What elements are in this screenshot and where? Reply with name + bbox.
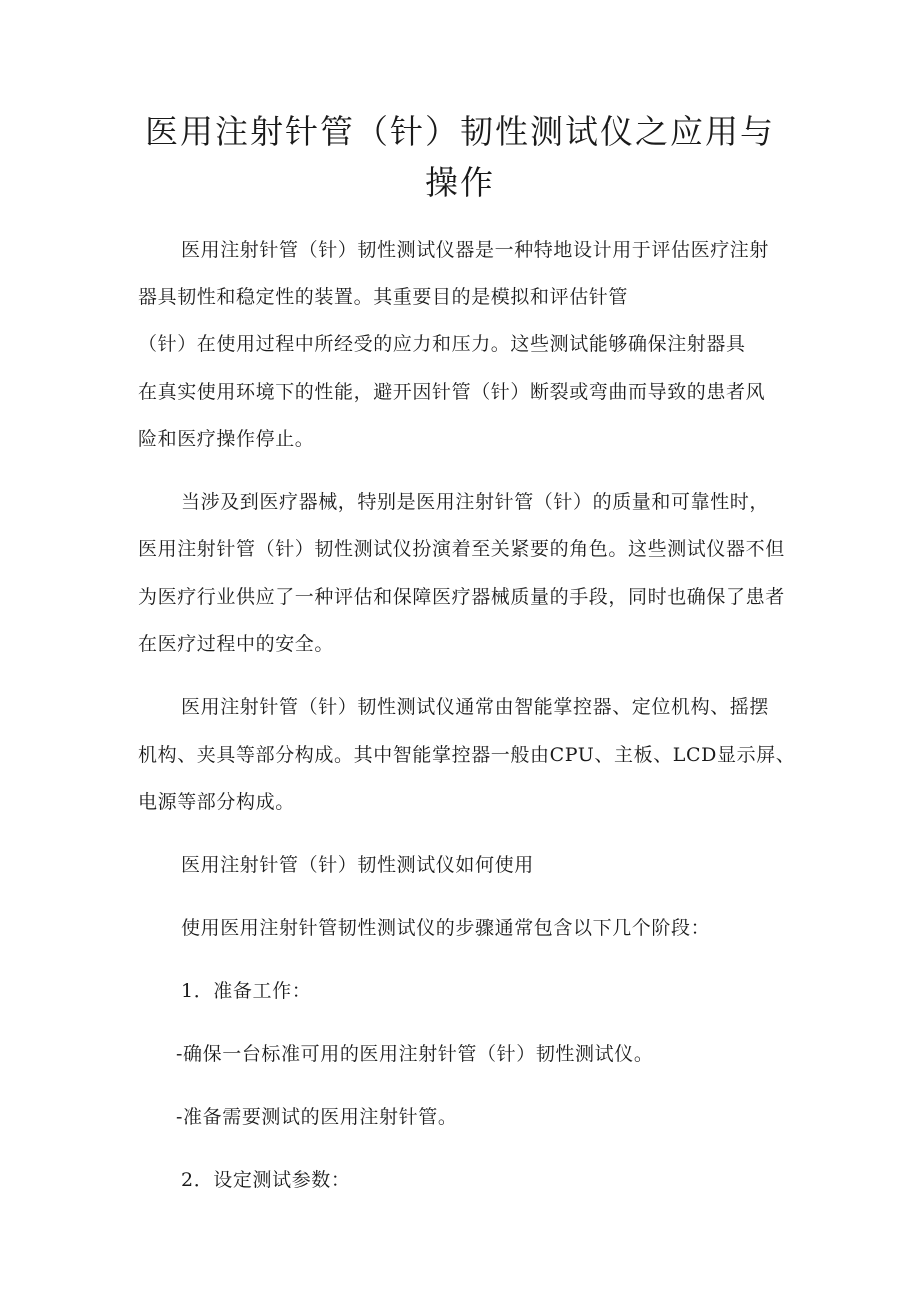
paragraph-1-line-4: 在真实使用环境下的性能，避开因针管（针）断裂或弯曲而导致的患者风 bbox=[138, 381, 766, 403]
paragraph-3-line-2: 机构、夹具等部分构成。其中智能掌控器一般由CPU、主板、LCD显示屏、 bbox=[138, 744, 796, 766]
paragraph-3-line-1: 医用注射针管（针）韧性测试仪通常由智能掌控器、定位机构、摇摆 bbox=[181, 696, 770, 718]
section-heading-how-to-use: 医用注射针管（针）韧性测试仪如何使用 bbox=[181, 854, 534, 876]
paragraph-1-line-5: 险和医疗操作停止。 bbox=[138, 428, 315, 450]
paragraph-2-line-1: 当涉及到医疗器械，特别是医用注射针管（针）的质量和可靠性时， bbox=[181, 491, 770, 513]
document-title-line-1: 医用注射针管（针）韧性测试仪之应用与 bbox=[145, 112, 775, 151]
document-title-line-2: 操作 bbox=[425, 163, 495, 202]
paragraph-1-line-1: 医用注射针管（针）韧性测试仪器是一种特地设计用于评估医疗注射 bbox=[181, 239, 770, 261]
paragraph-2-line-2: 医用注射针管（针）韧性测试仪扮演着至关紧要的角色。这些测试仪器不但 bbox=[138, 538, 785, 560]
paragraph-2-line-3: 为医疗行业供应了一种评估和保障医疗器械质量的手段，同时也确保了患者 bbox=[138, 586, 785, 608]
paragraph-1-line-3: （针）在使用过程中所经受的应力和压力。这些测试能够确保注射器具 bbox=[138, 333, 746, 355]
paragraph-3-line-3: 电源等部分构成。 bbox=[138, 791, 295, 813]
step-1-item-1: -确保一台标准可用的医用注射针管（针）韧性测试仪。 bbox=[176, 1043, 654, 1065]
paragraph-1-line-2: 器具韧性和稳定性的装置。其重要目的是模拟和评估针管 bbox=[138, 286, 629, 308]
steps-intro-line: 使用医用注射针管韧性测试仪的步骤通常包含以下几个阶段： bbox=[181, 917, 711, 939]
step-2-heading: 2．设定测试参数： bbox=[181, 1169, 351, 1191]
step-1-heading: 1．准备工作： bbox=[181, 980, 312, 1002]
paragraph-2-line-4: 在医疗过程中的安全。 bbox=[138, 633, 335, 655]
step-1-item-2: -准备需要测试的医用注射针管。 bbox=[176, 1106, 458, 1128]
